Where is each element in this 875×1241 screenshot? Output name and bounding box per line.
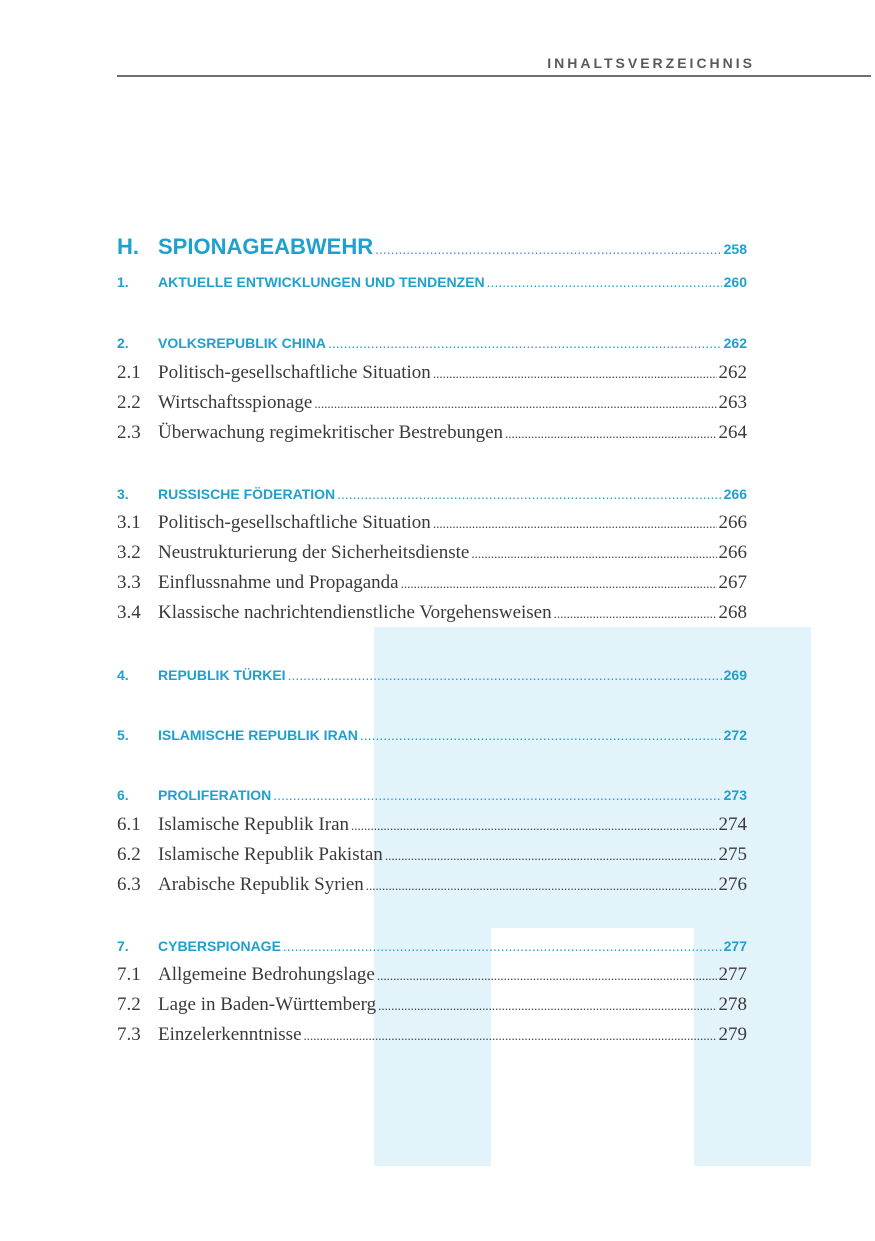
- toc-section-entry[interactable]: [117, 787, 747, 803]
- toc-page-number: 266: [718, 542, 747, 563]
- toc-subsection-entry[interactable]: [117, 994, 747, 1016]
- toc-subsection-entry[interactable]: [117, 964, 747, 986]
- toc-entry-title: ISLAMISCHE REPUBLIK IRAN: [158, 727, 358, 743]
- toc-chapter-number: H.: [117, 234, 139, 259]
- toc-entry-number: 7.1: [117, 964, 141, 985]
- toc-entry-number: 2.1: [117, 362, 141, 383]
- toc-entry-number: 4.: [117, 667, 129, 683]
- toc-entry-title: Überwachung regimekritischer Bestrebungen: [158, 422, 504, 443]
- toc-entry-title: Einflussnahme und Propaganda: [158, 572, 399, 593]
- toc-subsection-entry[interactable]: [117, 392, 747, 414]
- toc-page-number: 274: [718, 814, 747, 835]
- toc-page-number: 264: [718, 422, 747, 443]
- toc-entry-title: Allgemeine Bedrohungslage: [158, 964, 375, 985]
- dot-leader: [337, 486, 722, 502]
- toc-entry-title: Neustrukturierung der Sicherheitsdienste: [158, 542, 470, 563]
- toc-section-entry[interactable]: [117, 938, 747, 954]
- toc-entry-number: 7.2: [117, 994, 141, 1015]
- dot-leader: [360, 727, 722, 743]
- toc-entry-title: Klassische nachrichtendienstliche Vorgehensweisen: [158, 602, 552, 623]
- toc-page-number: 278: [718, 994, 747, 1015]
- toc-entry-number: 6.: [117, 787, 129, 803]
- dot-leader: [505, 426, 716, 442]
- toc-subsection-entry[interactable]: [117, 1024, 747, 1046]
- toc-subsection-entry[interactable]: [117, 602, 747, 624]
- toc-entry-title: Politisch-gesellschaftliche Situation: [158, 362, 431, 383]
- toc-entry-number: 3.3: [117, 572, 141, 593]
- toc-page-number: 260: [723, 274, 747, 290]
- toc-entry-number: 7.3: [117, 1024, 141, 1045]
- dot-leader: [433, 516, 717, 532]
- toc-section-entry[interactable]: [117, 335, 747, 351]
- toc-page-number: 276: [718, 874, 747, 895]
- dot-leader: [377, 968, 717, 984]
- dot-leader: [471, 546, 716, 562]
- toc-page-number: 262: [723, 335, 747, 351]
- toc-subsection-entry[interactable]: [117, 814, 747, 836]
- toc-page-number: 273: [723, 787, 747, 803]
- dot-leader: [366, 878, 717, 894]
- toc-page-number: 277: [723, 938, 747, 954]
- toc-section-entry[interactable]: [117, 667, 747, 683]
- toc-entry-number: 3.1: [117, 512, 141, 533]
- toc-page-number: 262: [718, 362, 747, 383]
- dot-leader: [273, 787, 721, 803]
- toc-page-number: 268: [718, 602, 747, 623]
- dot-leader: [487, 274, 722, 290]
- toc-page-number: 272: [723, 727, 747, 743]
- toc-entry-number: 2.3: [117, 422, 141, 443]
- toc-page-number: 275: [718, 844, 747, 865]
- toc-subsection-entry[interactable]: [117, 422, 747, 444]
- toc-page-number: 279: [718, 1024, 747, 1045]
- dot-leader: [385, 848, 717, 864]
- dot-leader: [433, 366, 717, 382]
- dot-leader: [288, 667, 722, 683]
- toc-page-number: 277: [718, 964, 747, 985]
- toc-entry-title: Islamische Republik Pakistan: [158, 844, 383, 865]
- toc-entry-title: Politisch-gesellschaftliche Situation: [158, 512, 431, 533]
- toc-entry-number: 6.1: [117, 814, 141, 835]
- dot-leader: [283, 938, 722, 954]
- toc-entry-number: 3.2: [117, 542, 141, 563]
- toc-entry-title: VOLKSREPUBLIK CHINA: [158, 335, 327, 351]
- toc-entry-number: 2.: [117, 335, 129, 351]
- toc-subsection-entry[interactable]: [117, 362, 747, 384]
- toc-entry-number: 6.3: [117, 874, 141, 895]
- toc-page-number: 267: [718, 572, 747, 593]
- toc-page-number: 266: [718, 512, 747, 533]
- dot-leader: [351, 818, 716, 834]
- toc-page-number: 258: [723, 241, 747, 257]
- running-head-title: INHALTSVERZEICHNIS: [547, 55, 755, 71]
- toc-entry-title: Einzelerkenntnisse: [158, 1024, 302, 1045]
- toc-entry-title: Wirtschaftsspionage: [158, 392, 313, 413]
- toc-chapter-heading[interactable]: [117, 234, 747, 260]
- toc-page-number: 266: [723, 486, 747, 502]
- toc-entry-number: 3.: [117, 486, 129, 502]
- toc-subsection-entry[interactable]: [117, 844, 747, 866]
- toc-page-number: 269: [723, 667, 747, 683]
- dot-leader: [304, 1028, 717, 1044]
- toc-subsection-entry[interactable]: [117, 874, 747, 896]
- toc-entry-title: Lage in Baden-Württemberg: [158, 994, 377, 1015]
- dot-leader: [378, 998, 716, 1014]
- toc-entry-number: 7.: [117, 938, 129, 954]
- toc-entry-number: 2.2: [117, 392, 141, 413]
- toc-entry-title: AKTUELLE ENTWICKLUNGEN UND TENDENZEN: [158, 274, 485, 290]
- toc-entry-number: 1.: [117, 274, 129, 290]
- toc-chapter-title: SPIONAGEABWEHR: [158, 234, 374, 259]
- toc-entry-title: RUSSISCHE FÖDERATION: [158, 486, 336, 502]
- toc-subsection-entry[interactable]: [117, 512, 747, 534]
- toc-entry-number: 5.: [117, 727, 129, 743]
- toc-page-number: 263: [718, 392, 747, 413]
- toc-entry-title: Arabische Republik Syrien: [158, 874, 364, 895]
- dot-leader: [314, 396, 716, 412]
- toc-section-entry[interactable]: [117, 727, 747, 743]
- dot-leader: [375, 241, 722, 257]
- dot-leader: [401, 576, 717, 592]
- toc-entry-title: PROLIFERATION: [158, 787, 272, 803]
- toc-subsection-entry[interactable]: [117, 572, 747, 594]
- toc-entry-title: REPUBLIK TÜRKEI: [158, 667, 286, 683]
- toc-section-entry[interactable]: [117, 274, 747, 290]
- toc-section-entry[interactable]: [117, 486, 747, 502]
- dot-leader: [328, 335, 722, 351]
- toc-entry-number: 3.4: [117, 602, 141, 623]
- toc-entry-number: 6.2: [117, 844, 141, 865]
- dot-leader: [554, 606, 717, 622]
- toc-entry-title: Islamische Republik Iran: [158, 814, 350, 835]
- toc-entry-title: CYBERSPIONAGE: [158, 938, 281, 954]
- toc-subsection-entry[interactable]: [117, 542, 747, 564]
